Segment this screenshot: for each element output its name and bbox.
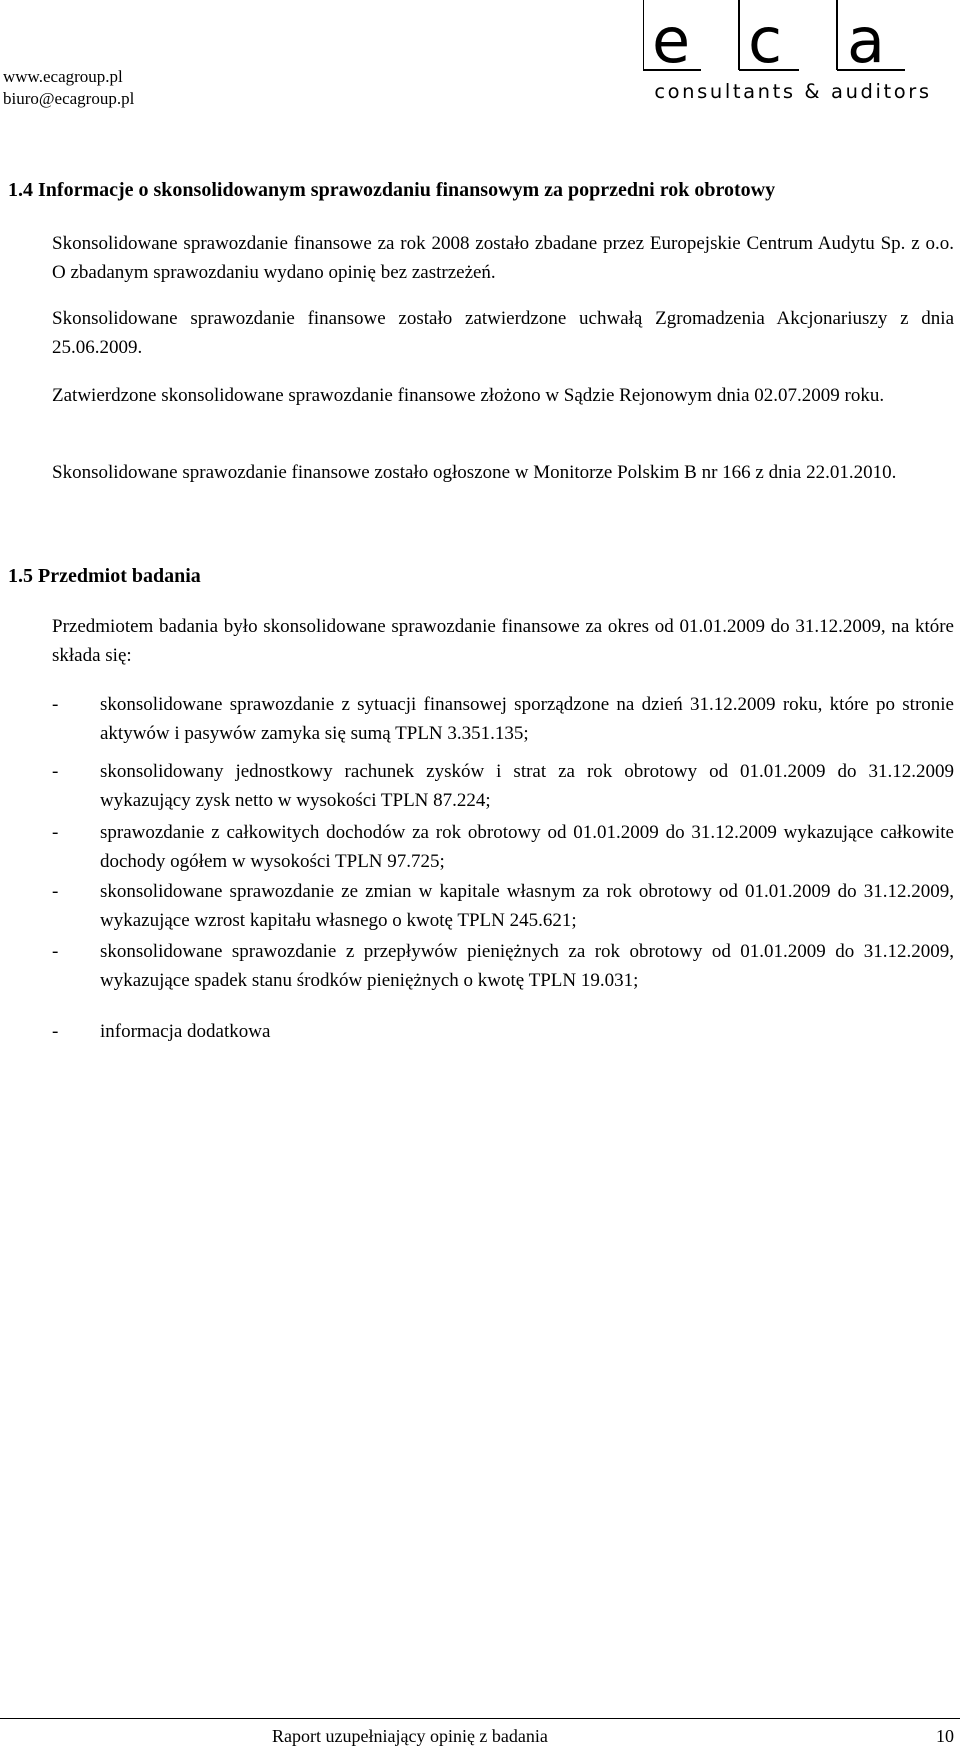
- list-dash: -: [52, 694, 59, 715]
- paragraph-approval: Skonsolidowane sprawozdanie finansowe zostało zatwierdzone uchwałą Zgromadzenia Akcjonariuszy z dnia 25.06.2009.: [52, 308, 954, 358]
- list-dash: -: [52, 822, 59, 843]
- list-item-text: sprawozdanie z całkowitych dochodów za rok obrotowy od 01.01.2009 do 31.12.2009 wykazujące całkowite dochody ogółem w wysokości TPLN 97.725;: [100, 822, 954, 872]
- logo-letter-c: c: [748, 4, 783, 77]
- list-dash: -: [52, 881, 59, 902]
- list-item: [52, 937, 954, 995]
- section-1-5-heading: 1.5 Przedmiot badania: [8, 565, 201, 587]
- footer-title: Raport uzupełniający opinię z badania: [272, 1726, 548, 1746]
- paragraph-publication: Skonsolidowane sprawozdanie finansowe zostało ogłoszone w Monitorze Polskim B nr 166 z dnia 22.01.2010.: [52, 462, 897, 483]
- list-item: [52, 818, 954, 876]
- paragraph-court-filing: Zatwierdzone skonsolidowane sprawozdanie finansowe złożono w Sądzie Rejonowym dnia 02.07.2009 roku.: [52, 385, 885, 406]
- list-item-text: skonsolidowane sprawozdanie z sytuacji finansowej sporządzone na dzień 31.12.2009 roku, które po stronie aktywów i pasywów zamyka się sumą TPLN 3.351.135;: [100, 694, 954, 744]
- logo-letter-a: a: [847, 4, 885, 77]
- logo-tagline: consultants & auditors: [654, 80, 932, 103]
- list-item-text: informacja dodatkowa: [100, 1021, 271, 1042]
- paragraph-audit-2008: Skonsolidowane sprawozdanie finansowe za rok 2008 zostało zbadane przez Europejskie Centrum Audytu Sp. z o.o. O zbadanym sprawozdaniu wydano opinię bez zastrzeżeń.: [52, 233, 954, 283]
- list-item: [52, 1017, 954, 1046]
- header-contact: [3, 66, 134, 110]
- list-dash: -: [52, 941, 59, 962]
- website-link[interactable]: www.ecagroup.pl: [3, 67, 123, 86]
- list-item: [52, 757, 954, 815]
- page-number: 10: [936, 1726, 954, 1746]
- section-1-4-heading: 1.4 Informacje o skonsolidowanym sprawozdaniu finansowym za poprzedni rok obrotowy: [8, 179, 776, 201]
- list-item-text: skonsolidowane sprawozdanie ze zmian w kapitale własnym za rok obrotowy od 01.01.2009 do 31.12.2009, wykazujące wzrost kapitału własnego o kwotę TPLN 245.621;: [100, 881, 954, 931]
- list-item-text: skonsolidowany jednostkowy rachunek zysków i strat za rok obrotowy od 01.01.2009 do 31.12.2009 wykazujący zysk netto w wysokości TPLN 87.224;: [100, 761, 954, 811]
- logo-letter-e: e: [652, 4, 691, 77]
- list-item-text: skonsolidowane sprawozdanie z przepływów pieniężnych za rok obrotowy od 01.01.2009 do 31.12.2009, wykazujące spadek stanu środków pieniężnych o kwotę TPLN 19.031;: [100, 941, 954, 991]
- list-dash: -: [52, 761, 59, 782]
- email-link[interactable]: biuro@ecagroup.pl: [3, 89, 135, 108]
- list-item: [52, 690, 954, 748]
- paragraph-scope-intro: Przedmiotem badania było skonsolidowane sprawozdanie finansowe za okres od 01.01.2009 do 31.12.2009, na które składa się:: [52, 616, 954, 666]
- list-item: [52, 877, 954, 935]
- company-logo: [643, 0, 943, 110]
- page-footer: [0, 1718, 960, 1749]
- logo-letters: [643, 0, 943, 80]
- list-dash: -: [52, 1021, 59, 1042]
